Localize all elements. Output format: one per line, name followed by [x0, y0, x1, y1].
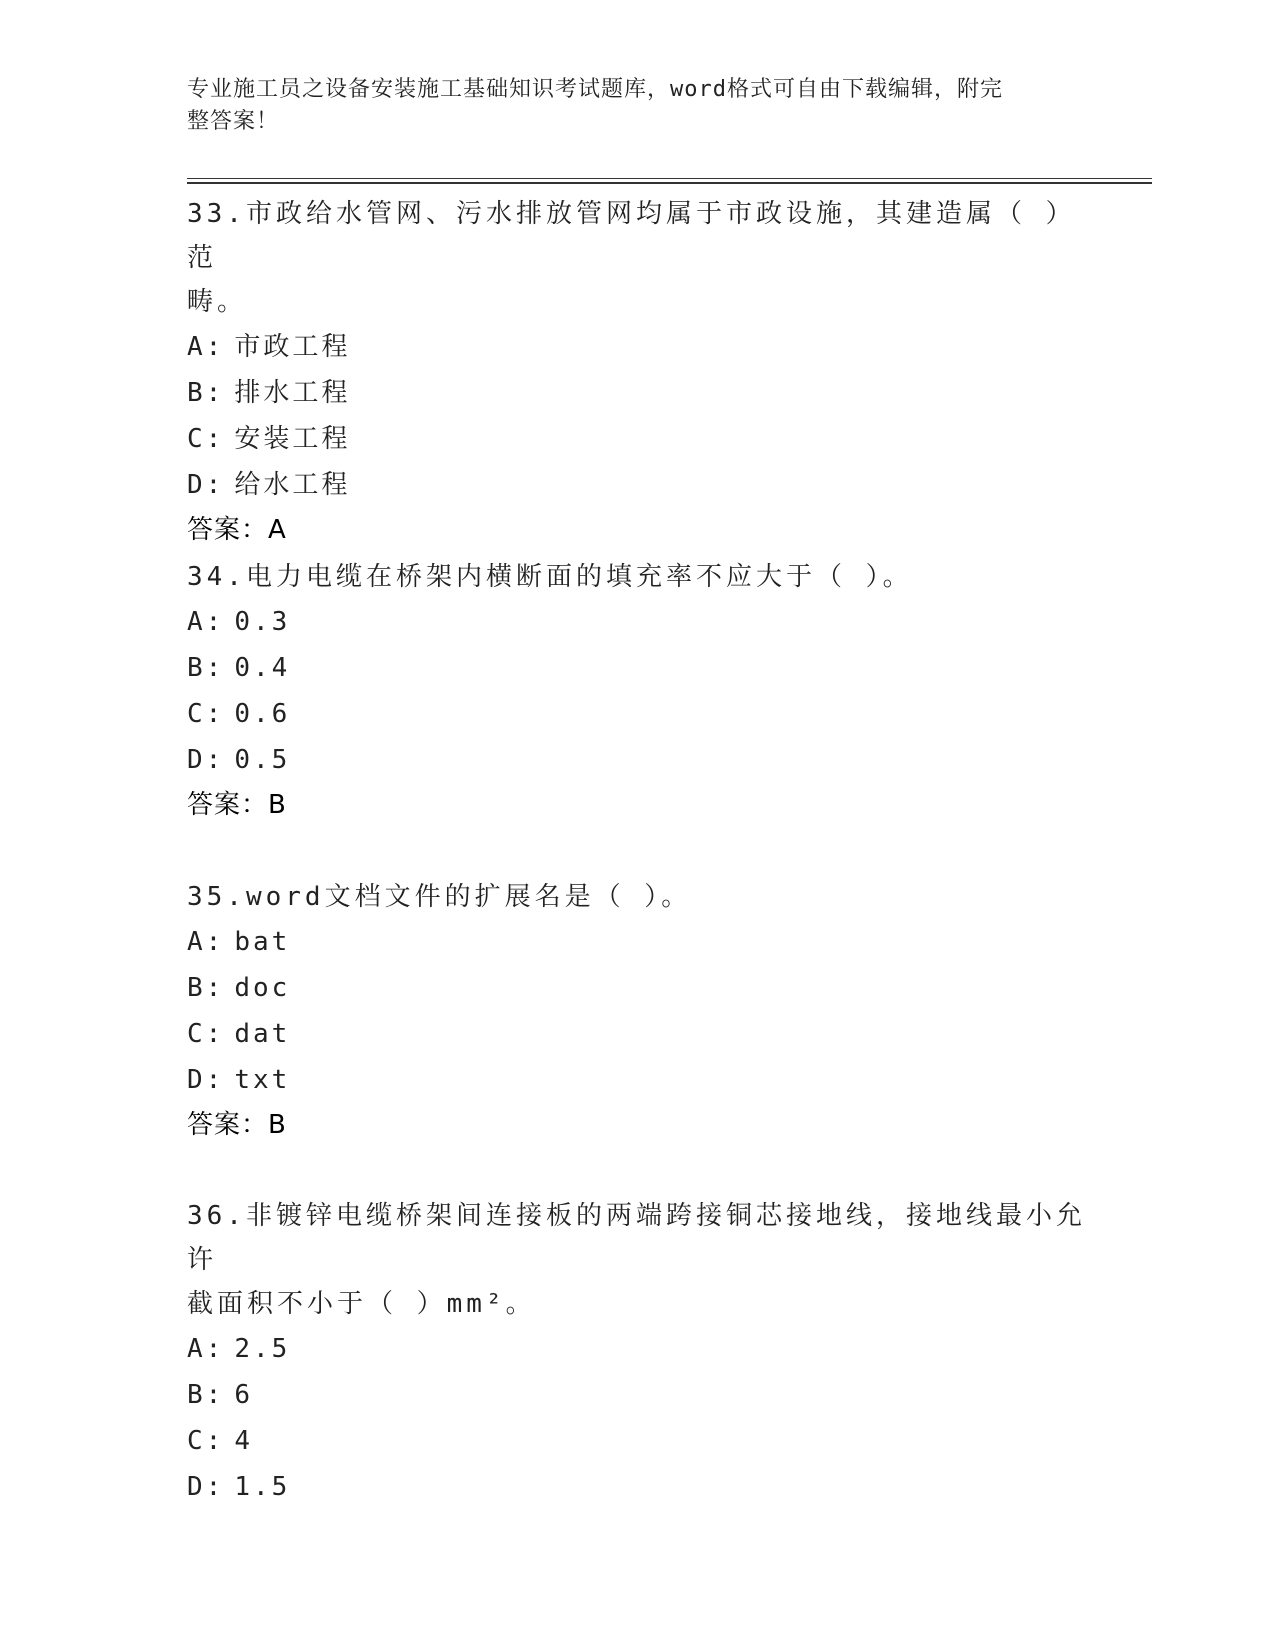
option-letter: D: — [187, 745, 225, 775]
option-text: 0.3 — [234, 607, 291, 637]
option-letter: A: — [187, 607, 225, 637]
option-letter: D: — [187, 470, 225, 500]
option-letter: B: — [187, 973, 225, 1003]
document-header — [187, 74, 1067, 138]
question-stem-line-1: 34.电力电缆在桥架内横断面的填充率不应大于（ ）。 — [187, 562, 913, 592]
question-stem-line-1: 33.市政给水管网、污水排放管网均属于市政设施，其建造属（ ）范 — [187, 199, 1076, 273]
option-text: 0.6 — [234, 699, 291, 729]
header-divider-thin — [187, 178, 1152, 179]
answer-line: 答案：B — [187, 790, 287, 820]
option-text: 市政工程 — [234, 332, 351, 362]
option-letter: B: — [187, 378, 225, 408]
option-text: txt — [234, 1065, 291, 1095]
option-letter: A: — [187, 1334, 225, 1364]
option-text: 排水工程 — [234, 378, 351, 408]
option-text: 2.5 — [234, 1334, 291, 1364]
option-d — [187, 737, 1087, 783]
question-36 — [187, 1194, 1087, 1510]
option-text: doc — [234, 973, 291, 1003]
option-c — [187, 691, 1087, 737]
option-a — [187, 324, 1087, 370]
question-stem-line-2: 截面积不小于（ ）mm²。 — [187, 1289, 536, 1319]
option-b — [187, 965, 1087, 1011]
option-letter: D: — [187, 1472, 225, 1502]
question-stem-line-2: 畴。 — [187, 287, 248, 317]
option-text: 6 — [234, 1380, 253, 1410]
header-line-1: 专业施工员之设备安装施工基础知识考试题库，word格式可自由下载编辑，附完 — [187, 77, 1003, 102]
option-a — [187, 599, 1087, 645]
answer-line: 答案：B — [187, 1110, 287, 1140]
option-text: dat — [234, 1019, 291, 1049]
option-c — [187, 1011, 1087, 1057]
header-line-2: 整答案！ — [187, 109, 280, 134]
option-letter: C: — [187, 1019, 225, 1049]
option-c — [187, 1418, 1087, 1464]
option-c — [187, 416, 1087, 462]
option-letter: A: — [187, 332, 225, 362]
option-a — [187, 1326, 1087, 1372]
option-b — [187, 645, 1087, 691]
option-letter: D: — [187, 1065, 225, 1095]
question-stem-line-1: 35.word文档文件的扩展名是（ ）。 — [187, 882, 692, 912]
question-34 — [187, 555, 1087, 827]
option-text: 1.5 — [234, 1472, 291, 1502]
option-b — [187, 370, 1087, 416]
option-text: 0.5 — [234, 745, 291, 775]
option-a — [187, 919, 1087, 965]
option-text: bat — [234, 927, 291, 957]
option-text: 给水工程 — [234, 470, 351, 500]
option-d — [187, 462, 1087, 508]
question-35 — [187, 875, 1087, 1147]
option-letter: B: — [187, 1380, 225, 1410]
option-d — [187, 1464, 1087, 1510]
question-stem-line-1: 36.非镀锌电缆桥架间连接板的两端跨接铜芯接地线，接地线最小允许 — [187, 1201, 1086, 1275]
option-text: 0.4 — [234, 653, 291, 683]
option-text: 安装工程 — [234, 424, 351, 454]
option-letter: C: — [187, 699, 225, 729]
question-33 — [187, 192, 1087, 552]
option-letter: C: — [187, 424, 225, 454]
option-letter: B: — [187, 653, 225, 683]
option-b — [187, 1372, 1087, 1418]
option-text: 4 — [234, 1426, 253, 1456]
option-d — [187, 1057, 1087, 1103]
answer-line: 答案：A — [187, 515, 287, 545]
option-letter: C: — [187, 1426, 225, 1456]
option-letter: A: — [187, 927, 225, 957]
header-divider-thick — [187, 182, 1152, 184]
